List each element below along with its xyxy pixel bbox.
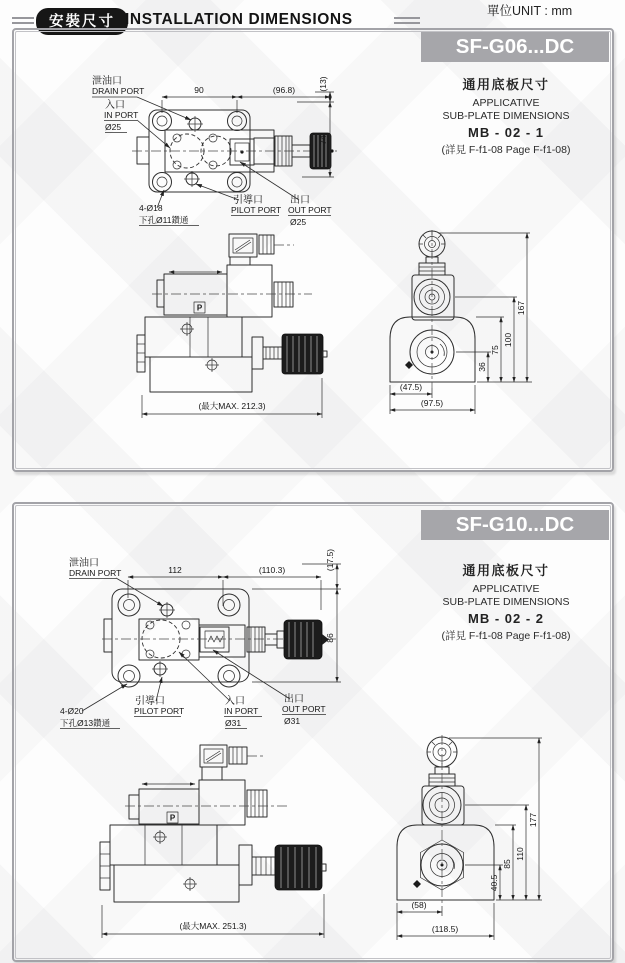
subplate-title-zh: 通用底板尺寸 — [462, 77, 550, 92]
svg-text:(96.8): (96.8) — [272, 85, 296, 95]
dimension-max-width — [142, 378, 322, 418]
dimension-96-8 — [237, 85, 330, 97]
subplate-line1: APPLICATIVE — [472, 97, 540, 109]
svg-text:74: 74 — [318, 135, 328, 145]
svg-text:DRAIN PORT: DRAIN PORT — [69, 568, 122, 578]
svg-text:36: 36 — [477, 362, 487, 372]
drain-port-label — [69, 556, 163, 606]
height-dimensions — [449, 738, 542, 900]
pilot-port-label — [196, 184, 281, 216]
svg-text:86: 86 — [325, 633, 335, 643]
svg-text:90: 90 — [194, 85, 204, 95]
svg-text:PILOT PORT: PILOT PORT — [231, 205, 282, 215]
unit-note: 單位UNIT : mm — [487, 4, 573, 18]
coil-end-view — [422, 786, 464, 825]
svg-text:OUT PORT: OUT PORT — [282, 704, 326, 714]
pilot-port-hole — [152, 661, 168, 677]
panel-sf-g10 — [12, 502, 614, 962]
svg-text:入口: 入口 — [225, 696, 245, 707]
subplate-code: MB - 02 - 2 — [467, 611, 544, 626]
valve-body — [139, 619, 245, 660]
header-rule-left — [12, 17, 34, 24]
dimension-max-width — [102, 894, 324, 938]
svg-text:出口: 出口 — [290, 195, 310, 206]
solenoid-coil — [157, 265, 293, 317]
drain-port-hole — [159, 602, 175, 618]
g06-top-view-drawing — [87, 72, 339, 236]
mounting-block — [100, 825, 239, 902]
svg-text:IN PORT: IN PORT — [104, 110, 139, 120]
electrical-connector — [229, 234, 294, 265]
solenoid — [247, 627, 284, 652]
block-end-view — [390, 317, 475, 382]
svg-text:4-Ø18: 4-Ø18 — [139, 203, 163, 213]
svg-text:177: 177 — [528, 812, 538, 828]
p-port-mark — [167, 812, 178, 823]
adjust-knob — [284, 620, 329, 659]
pressure-adjuster — [239, 845, 326, 890]
svg-text:110: 110 — [515, 847, 525, 861]
svg-text:(17.5): (17.5) — [325, 548, 335, 572]
svg-text:(最大MAX. 212.3): (最大MAX. 212.3) — [198, 401, 266, 411]
dimension-112 — [128, 565, 223, 606]
svg-text:(最大MAX. 251.3): (最大MAX. 251.3) — [179, 921, 247, 931]
bolt-holes-label — [139, 190, 199, 226]
svg-text:(58): (58) — [411, 900, 427, 910]
svg-text:(110.3): (110.3) — [258, 565, 286, 575]
subplate-line2: SUB-PLATE DIMENSIONS — [442, 110, 570, 122]
svg-text:下孔Ø13鑽通: 下孔Ø13鑽通 — [60, 718, 111, 728]
coil-end-view — [412, 275, 454, 320]
subplate-code: MB - 02 - 1 — [467, 125, 544, 140]
svg-text:(118.5): (118.5) — [431, 924, 459, 934]
block-end-view — [397, 825, 494, 900]
mounting-bolts — [118, 594, 240, 687]
electrical-connector — [200, 745, 265, 780]
model-banner-g10: SF-G10...DC — [421, 510, 609, 540]
svg-text:85: 85 — [502, 859, 512, 869]
svg-text:泄油口: 泄油口 — [92, 76, 122, 87]
subplate-ref: (詳見 F-f1-08 Page F-f1-08) — [441, 630, 571, 642]
svg-text:DRAIN PORT: DRAIN PORT — [92, 86, 145, 96]
g10-top-view-drawing — [40, 550, 352, 740]
svg-text:下孔Ø11鑽通: 下孔Ø11鑽通 — [139, 215, 189, 225]
in-port-label — [179, 652, 262, 729]
dimension-110-3 — [223, 565, 321, 610]
solenoid — [254, 136, 310, 166]
dimension-90 — [162, 85, 237, 113]
svg-text:100: 100 — [503, 332, 513, 348]
subplate-info-g10 — [406, 560, 606, 643]
header-rule-right — [394, 17, 420, 24]
pilot-port-label — [134, 677, 184, 717]
svg-text:PILOT PORT: PILOT PORT — [134, 706, 185, 716]
svg-text:P: P — [196, 303, 203, 313]
svg-text:4-Ø20: 4-Ø20 — [60, 706, 84, 716]
svg-text:(13): (13) — [318, 76, 328, 92]
svg-text:Ø31: Ø31 — [284, 716, 301, 726]
svg-text:IN PORT: IN PORT — [224, 706, 259, 716]
bolt-holes-label — [60, 684, 127, 729]
svg-text:(47.5): (47.5) — [399, 382, 423, 392]
svg-text:112: 112 — [168, 565, 182, 575]
svg-text:(97.5): (97.5) — [420, 398, 444, 408]
header-badge: 安裝尺寸 — [36, 8, 128, 35]
svg-text:出口: 出口 — [284, 694, 304, 705]
pressure-adjuster — [252, 334, 327, 374]
p-port-mark — [194, 302, 205, 313]
svg-text:OUT PORT: OUT PORT — [288, 205, 332, 215]
subplate-info-g06 — [406, 74, 606, 157]
valve-body — [165, 130, 274, 172]
svg-text:引導口: 引導口 — [233, 195, 263, 206]
valve-plate — [104, 589, 249, 682]
mounting-bolts — [153, 112, 247, 192]
panel-sf-g06 — [12, 28, 614, 472]
subplate-line1: APPLICATIVE — [472, 583, 540, 595]
svg-text:Ø25: Ø25 — [290, 217, 307, 227]
mounting-block — [137, 317, 252, 392]
svg-text:Ø25: Ø25 — [105, 122, 122, 132]
svg-text:40.5: 40.5 — [489, 874, 499, 892]
svg-text:入口: 入口 — [105, 100, 125, 111]
subplate-title-zh: 通用底板尺寸 — [462, 563, 550, 578]
svg-text:167: 167 — [516, 300, 526, 316]
dimension-13 — [297, 76, 334, 102]
page-title: INSTALLATION DIMENSIONS — [125, 11, 353, 28]
subplate-ref: (詳見 F-f1-08 Page F-f1-08) — [441, 144, 571, 156]
solenoid-coil — [129, 780, 267, 825]
svg-text:P: P — [169, 813, 176, 823]
svg-text:引導口: 引導口 — [135, 696, 165, 707]
svg-text:75: 75 — [490, 345, 500, 355]
subplate-line2: SUB-PLATE DIMENSIONS — [442, 596, 570, 608]
g10-side-view-drawing — [387, 734, 545, 948]
svg-text:泄油口: 泄油口 — [69, 558, 99, 569]
dimension-58 — [397, 900, 442, 940]
g06-front-view-drawing — [130, 230, 335, 422]
model-banner-g06: SF-G06...DC — [421, 32, 609, 62]
g10-front-view-drawing — [97, 742, 330, 942]
svg-text:Ø31: Ø31 — [225, 718, 242, 728]
g06-side-view-drawing — [382, 230, 537, 420]
